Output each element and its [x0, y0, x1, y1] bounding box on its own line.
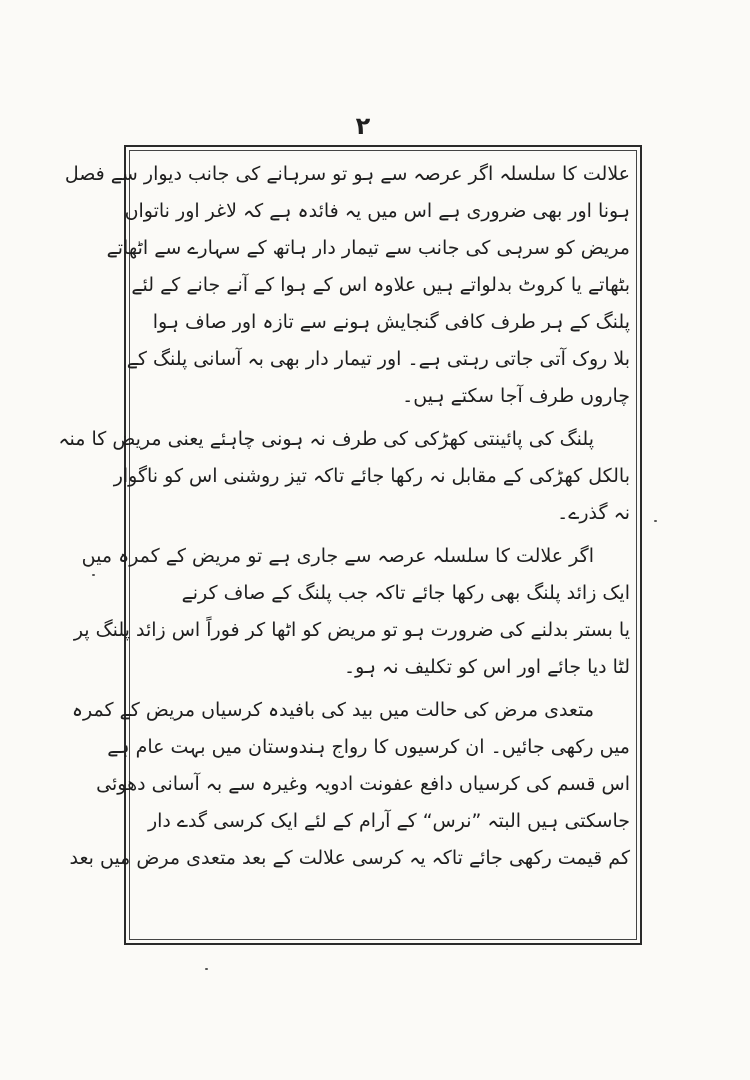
paragraph — [73, 538, 630, 686]
text-body — [58, 156, 630, 936]
text-line: اگر علالت کا سلسلہ عرصہ سے جاری ہے تو مریض کے کمرہ میں — [81, 545, 594, 567]
text-line: پلنگ کے ہر طرف کافی گنجایش ہونے سے تازہ اور صاف ہوا — [152, 311, 630, 333]
text-line: پلنگ کی پائینتی کھڑکی کی طرف نہ ہونی چاہئے یعنی مریض کا منہ — [58, 428, 594, 450]
text-line: بٹھاتے یا کروٹ بدلواتے ہیں علاوہ اس کے ہوا کے آنے جانے کے لئے — [131, 274, 630, 296]
text-line: بالکل کھڑکی کے مقابل نہ رکھا جائے تاکہ تیز روشنی اس کو ناگوار — [113, 465, 630, 487]
page-number: ۲ — [355, 112, 371, 140]
paragraph — [69, 692, 630, 877]
text-line: چاروں طرف آجا سکتے ہیں۔ — [402, 385, 630, 407]
scan-speck — [654, 520, 657, 522]
text-line: میں رکھی جائیں۔ ان کرسیوں کا رواج ہندوستان میں بہت عام ہے — [107, 736, 630, 758]
text-line: یا بستر بدلنے کی ضرورت ہو تو مریض کو اٹھا کر فوراً اس زائد پلنگ پر — [73, 619, 630, 641]
scan-speck — [205, 968, 208, 970]
text-line: کم قیمت رکھی جائے تاکہ یہ کرسی علالت کے بعد متعدی مرض میں بعد — [69, 847, 630, 869]
text-line: ایک زائد پلنگ بھی رکھا جائے تاکہ جب پلنگ کے صاف کرنے — [181, 582, 630, 604]
text-line: لٹا دیا جائے اور اس کو تکلیف نہ ہو۔ — [343, 656, 630, 678]
text-line: بلا روک آتی جاتی رہتی ہے۔ اور تیمار دار بھی بہ آسانی پلنگ کے — [126, 348, 630, 370]
text-line: متعدی مرض کی حالت میں بید کی بافیدہ کرسیاں مریض کے کمرہ — [71, 699, 594, 721]
paragraph — [64, 156, 630, 415]
text-line: علالت کا سلسلہ اگر عرصہ سے ہو تو سرہانے کی جانب دیوار سے فصل — [64, 163, 630, 185]
text-line: نہ گذرے۔ — [557, 502, 630, 524]
text-line: مریض کو سرہی کی جانب سے تیمار دار ہاتھ کے سہارے سے اٹھاتے — [106, 237, 630, 259]
text-line: اس قسم کی کرسیاں دافع عفونت ادویہ وغیرہ سے بہ آسانی دھوئی — [96, 773, 630, 795]
scan-speck — [92, 574, 95, 576]
text-line: جاسکتی ہیں البتہ ”نرس“ کے آرام کے لئے ایک کرسی گدے دار — [147, 810, 630, 832]
text-line: ہونا اور بھی ضروری ہے اس میں یہ فائدہ ہے کہ لاغر اور ناتواں — [124, 200, 630, 222]
paragraph — [58, 421, 630, 532]
